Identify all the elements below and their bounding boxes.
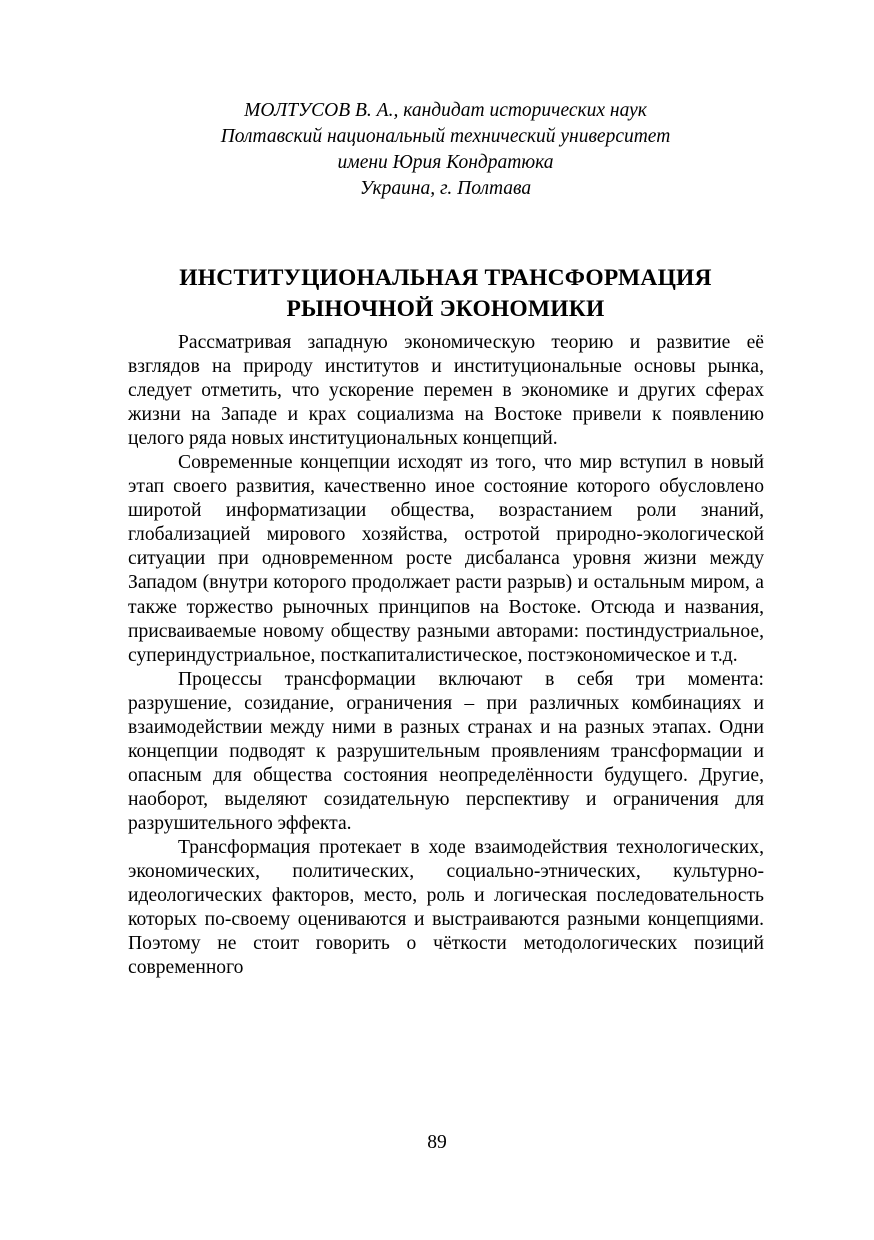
- article-title-line-2: РЫНОЧНОЙ ЭКОНОМИКИ: [286, 295, 605, 322]
- author-name-line: МОЛТУСОВ В. А., кандидат исторических наук: [244, 100, 647, 121]
- body-paragraph-4: Трансформация протекает в ходе взаимодействия технологических, экономических, политических, социально-этнических, культурно-идеологических факторов, место, роль и логическая последовательность которых по-своему оцениваются и выстраиваются разными концепциями. Поэтому не стоит говорить о чёткости методологических позиций современного: [128, 836, 764, 979]
- institution-line-2: имени Юрия Кондратюка: [337, 152, 554, 173]
- location-line: Украина, г. Полтава: [359, 178, 532, 199]
- page-number: 89: [427, 1132, 447, 1153]
- body-paragraph-1: Рассматривая западную экономическую теорию и развитие её взглядов на природу институтов и институциональные основы рынка, следует отметить, что ускорение перемен в экономике и других сферах жизни на Западе и крах социализма на Востоке привели к появлению целого ряда новых институциональных концепций.: [128, 332, 764, 450]
- body-paragraph-3: Процессы трансформации включают в себя три момента: разрушение, созидание, ограничения – при различных комбинациях и взаимодействии между ними в разных странах и на разных этапах. Одни концепции подводят к разрушительным проявлениям трансформации и опасным для общества состояния неопределённости будущего. Другие, наоборот, выделяют созидательную перспективу и ограничения для разрушительного эффекта.: [128, 668, 764, 834]
- body-paragraph-2: Современные концепции исходят из того, что мир вступил в новый этап своего развития, качественно иное состояние которого обусловлено широтой информатизации общества, возрастанием роли знаний, глобализацией мирового хозяйства, остротой природно-экологической ситуации при одновременном росте дисбаланса уровня жизни между Западом (внутри которого продолжает расти разрыв) и остальным миром, а также торжество рыночных принципов на Востоке. Отсюда и названия, присваиваемые новому обществу разными авторами: постиндустриальное, супериндустриальное, посткапиталистическое, постэкономическое и т.д.: [128, 452, 764, 666]
- body-text: [128, 331, 764, 1004]
- author-affiliation-block: [128, 98, 763, 202]
- article-title-line-1: ИНСТИТУЦИОНАЛЬНАЯ ТРАНСФОРМАЦИЯ: [179, 264, 712, 291]
- article-title: [128, 263, 763, 325]
- institution-line-1: Полтавский национальный технический университет: [220, 126, 671, 147]
